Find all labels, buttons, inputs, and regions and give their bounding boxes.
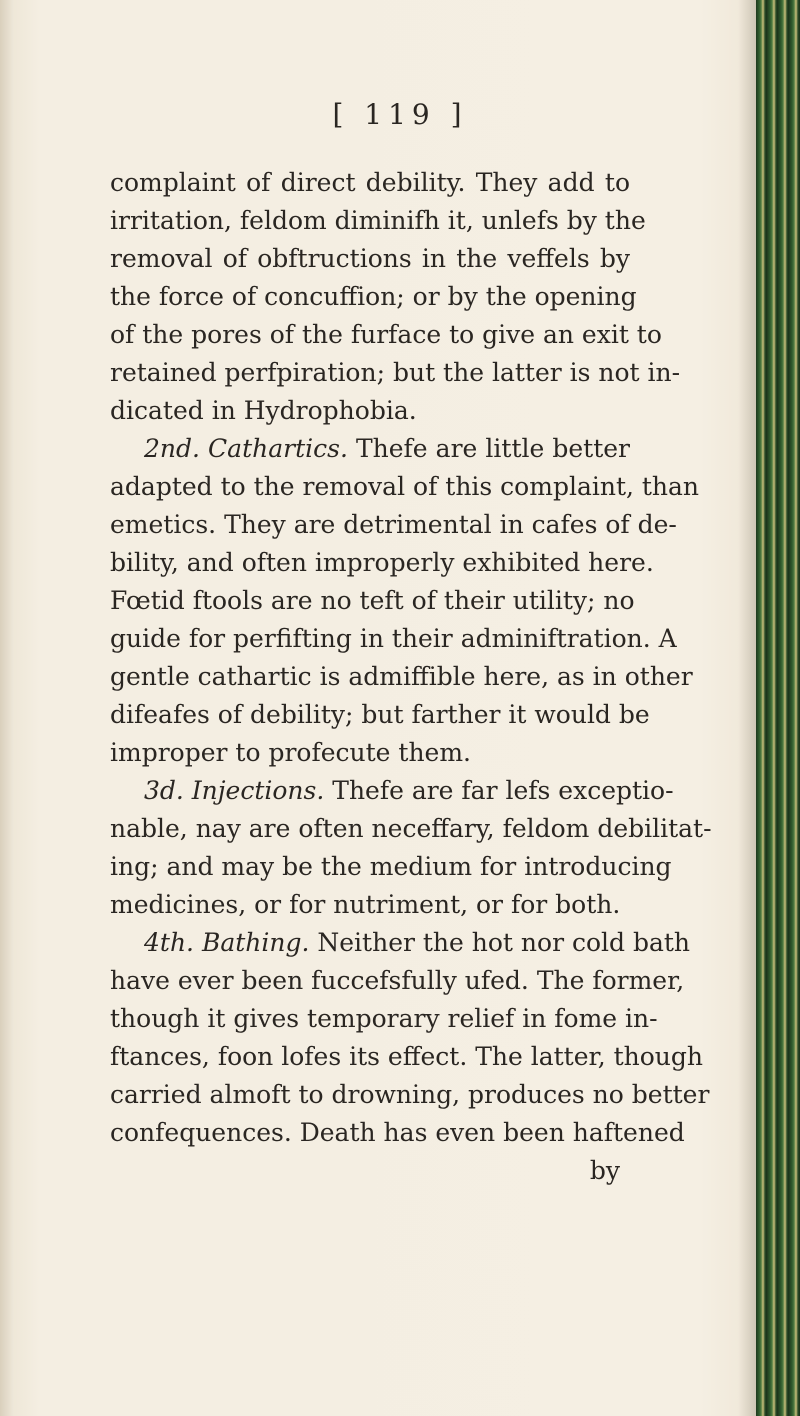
text-line: bility, and often improperly exhibited here. — [110, 548, 654, 577]
text-line: though it gives temporary relief in fome in- — [110, 1004, 658, 1033]
book-binding — [756, 0, 800, 1416]
section-heading-bathing: 4th. Bathing. — [144, 928, 310, 957]
text-line: emetics. They are detrimental in cafes of de- — [110, 510, 677, 539]
section-first-line — [110, 772, 674, 810]
text-line: nable, nay are often neceffary, feldom debilitat- — [110, 814, 712, 843]
text-line: the force of concuffion; or by the opening — [110, 282, 637, 311]
page-edge-shadow — [0, 0, 14, 1416]
text-line: retained perfpiration; but the latter is not in- — [110, 358, 681, 387]
section-first-line-text: Thefe are little better — [355, 434, 630, 463]
catchword: by — [589, 1156, 620, 1185]
text-line: of the pores of the furface to give an exit to — [110, 320, 662, 349]
text-line: Fœtid ftools are no teft of their utility; no — [110, 586, 635, 615]
text-line: adapted to the removal of this complaint, than — [110, 472, 700, 501]
text-line: have ever been fuccefsfully ufed. The former, — [110, 966, 685, 995]
text-line: improper to profecute them. — [110, 738, 471, 767]
body-text — [110, 164, 712, 1190]
text-line: medicines, or for nutriment, or for both. — [110, 890, 621, 919]
page-number: [ 119 ] — [332, 98, 468, 131]
section-first-line-text: Thefe are far lefs exceptio- — [332, 776, 674, 805]
text-line: ftances, foon lofes its effect. The latter, though — [110, 1042, 704, 1071]
text-line: difeafes of debility; but farther it would be — [110, 700, 650, 729]
text-line: carried almoft to drowning, produces no better — [110, 1080, 710, 1109]
section-heading-injections: 3d. Injections. — [144, 776, 325, 805]
text-line: dicated in Hydrophobia. — [110, 396, 417, 425]
text-line: gentle cathartic is admiffible here, as in other — [110, 662, 693, 691]
section-heading-cathartics: 2nd. Cathartics. — [144, 434, 348, 463]
text-line: guide for perfifting in their adminiftration. A — [110, 624, 677, 653]
text-line: irritation, feldom diminifh it, unlefs by the — [110, 206, 646, 235]
text-line: ing; and may be the medium for introducing — [110, 852, 672, 881]
section-first-line — [110, 924, 691, 962]
section-first-line — [110, 430, 630, 468]
section-first-line-text: Neither the hot nor cold bath — [317, 928, 691, 957]
text-line: removal of obftructions in the veffels by — [110, 244, 630, 273]
text-line: complaint of direct debility. They add to — [110, 168, 630, 197]
text-line: confequences. Death has even been haftened — [110, 1118, 685, 1147]
gutter-shadow — [738, 0, 756, 1416]
